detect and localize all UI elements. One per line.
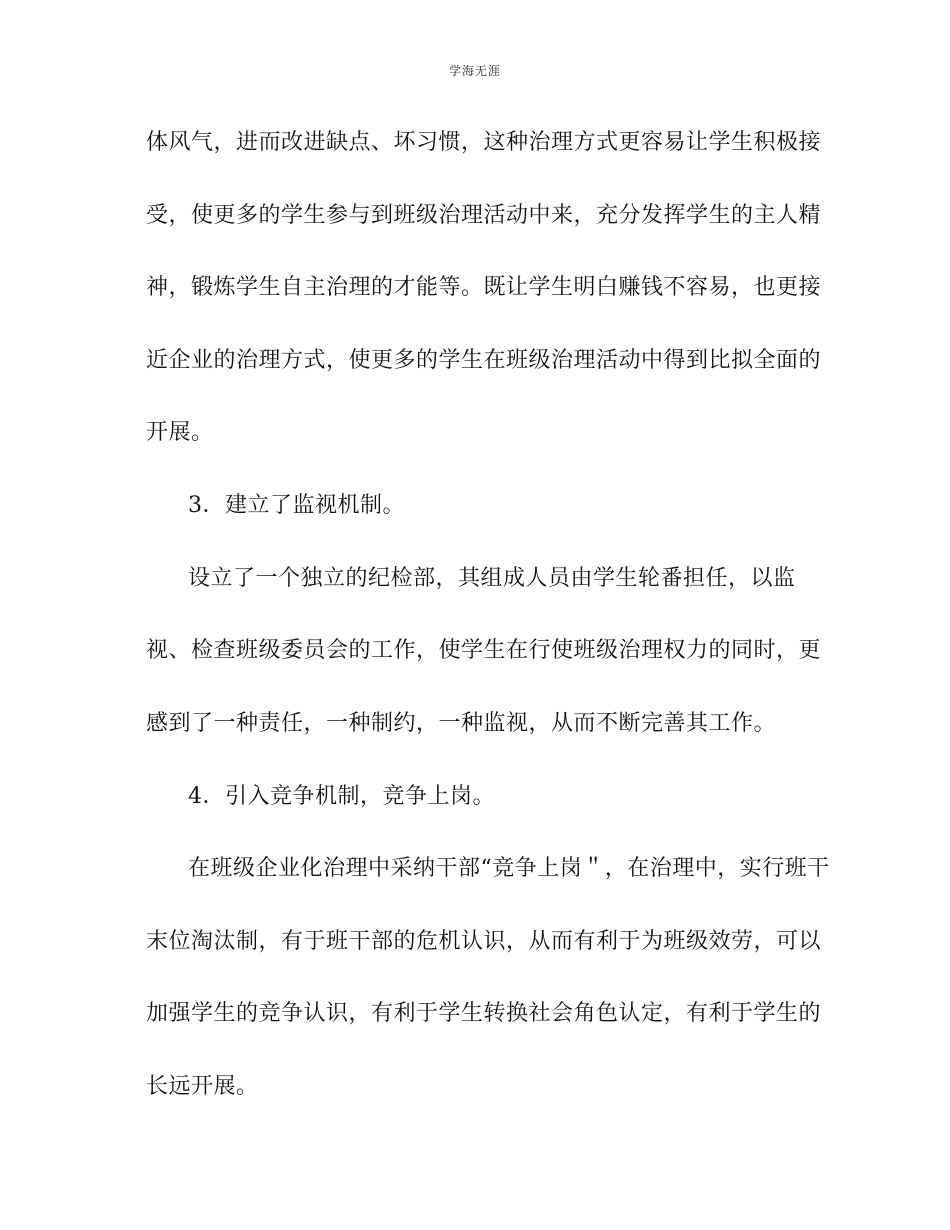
page-header: 学海无涯: [448, 64, 501, 78]
body-line: 末位淘汰制，有于班干部的危机认识，从而有利于为班级效劳，可以: [146, 929, 822, 954]
body-line: 体风气，进而改进缺点、坏习惯，这种治理方式更容易让学生积极接: [146, 130, 822, 155]
body-line: 加强学生的竞争认识，有利于学生转换社会角色认定，有利于学生的: [146, 1001, 822, 1026]
body-line: 开展。: [146, 420, 214, 445]
body-line: 长远开展。: [146, 1074, 259, 1099]
body-line: 设立了一个独立的纪检部，其组成人员由学生轮番担任，以监: [188, 566, 796, 591]
body-line: 近企业的治理方式，使更多的学生在班级治理活动中得到比拟全面的: [146, 348, 822, 373]
body-line: 视、检查班级委员会的工作，使学生在行使班级治理权力的同时，更: [146, 638, 822, 663]
body-line: 受，使更多的学生参与到班级治理活动中来，充分发挥学生的主人精: [146, 203, 822, 228]
section-heading: 4．引入竞争机制，竞争上岗。: [188, 784, 495, 809]
body-line: 在班级企业化治理中采纳干部“竞争上岗＂，在治理中，实行班干: [188, 856, 830, 881]
section-heading: 3．建立了监视机制。: [188, 493, 405, 518]
body-line: 神，锻炼学生自主治理的才能等。既让学生明白赚钱不容易，也更接: [146, 275, 822, 300]
body-line: 感到了一种责任，一种制约，一种监视，从而不断完善其工作。: [146, 711, 777, 736]
